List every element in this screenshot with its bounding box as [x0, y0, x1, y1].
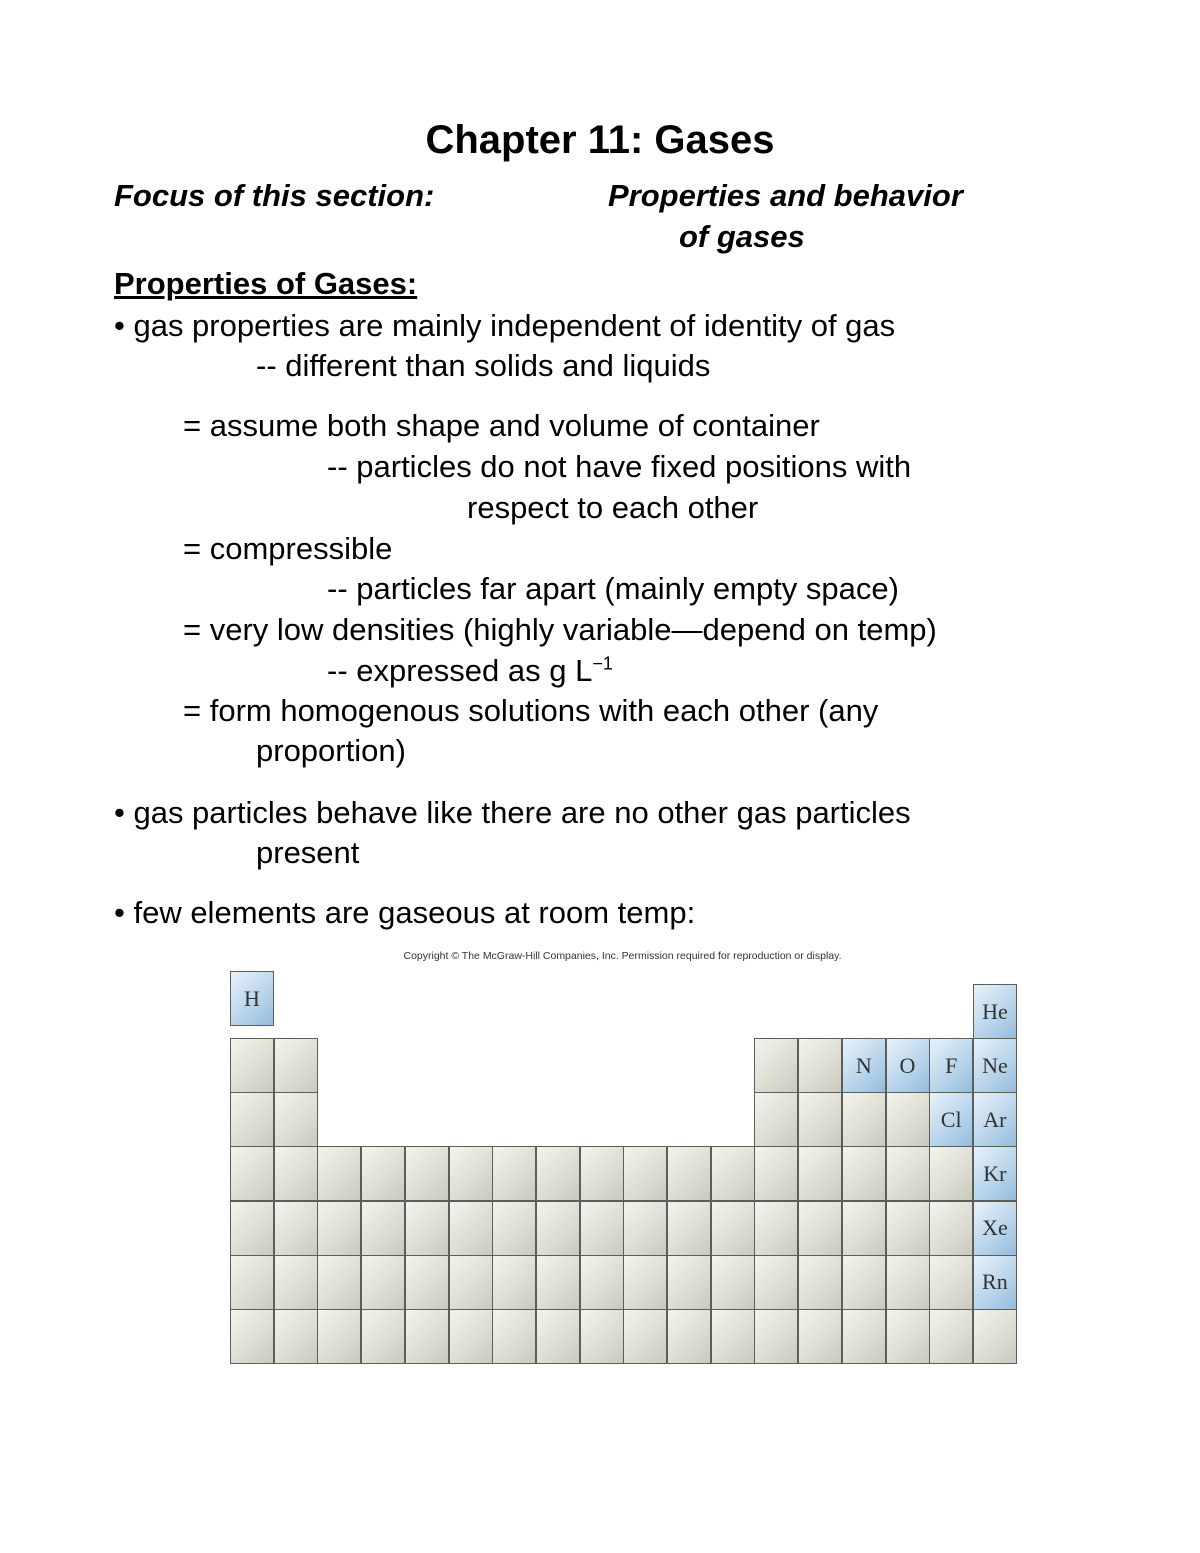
element-cell	[230, 1201, 274, 1256]
element-cell	[449, 1201, 493, 1256]
element-cell	[274, 1255, 318, 1310]
property-3-sub-text: -- expressed as g L	[327, 653, 593, 688]
bullet-1-sub: -- different than solids and liquids	[256, 348, 711, 383]
property-3-sup: −1	[592, 653, 613, 674]
element-cell	[580, 1255, 624, 1310]
element-cell	[230, 1038, 274, 1093]
property-1-sub1: -- particles do not have fixed positions with	[327, 449, 912, 484]
element-cell	[886, 1201, 930, 1256]
section-heading: Properties of Gases:	[114, 266, 418, 301]
element-cell	[623, 1201, 667, 1256]
element-cell	[798, 1255, 842, 1310]
element-cell	[842, 1255, 886, 1310]
element-he: He	[973, 984, 1017, 1039]
element-cell	[536, 1309, 580, 1364]
element-cell	[492, 1309, 536, 1364]
element-cell	[274, 1201, 318, 1256]
element-cell	[405, 1201, 449, 1256]
element-cell	[667, 1201, 711, 1256]
element-cell	[754, 1146, 798, 1201]
element-cell	[754, 1201, 798, 1256]
focus-value-line1: Properties and behavior	[608, 178, 963, 213]
element-cell	[973, 1309, 1017, 1364]
property-4-cont: proportion)	[256, 733, 406, 768]
property-1: = assume both shape and volume of container	[183, 408, 820, 443]
element-cell	[711, 1146, 755, 1201]
element-cell	[405, 1255, 449, 1310]
element-cell	[492, 1146, 536, 1201]
element-cell	[842, 1201, 886, 1256]
element-cell	[929, 1309, 973, 1364]
property-2: = compressible	[183, 531, 393, 566]
element-cell	[580, 1146, 624, 1201]
element-cell	[230, 1255, 274, 1310]
bullet-1: • gas properties are mainly independent of identity of gas	[114, 308, 896, 343]
element-cell	[842, 1309, 886, 1364]
element-cell	[667, 1255, 711, 1310]
element-cell	[230, 1092, 274, 1147]
element-cell	[492, 1255, 536, 1310]
element-xe: Xe	[973, 1201, 1017, 1256]
element-cell	[929, 1201, 973, 1256]
element-cell	[317, 1255, 361, 1310]
element-cell	[798, 1038, 842, 1093]
element-cell	[886, 1146, 930, 1201]
element-cell	[230, 1309, 274, 1364]
element-cell	[798, 1092, 842, 1147]
element-cell	[361, 1146, 405, 1201]
element-cell	[361, 1201, 405, 1256]
element-cell	[361, 1255, 405, 1310]
element-cell	[449, 1309, 493, 1364]
property-4: = form homogenous solutions with each other (any	[183, 693, 879, 728]
element-cell	[886, 1255, 930, 1310]
property-1-sub2: respect to each other	[467, 490, 759, 525]
element-ne: Ne	[973, 1038, 1017, 1093]
element-cell	[361, 1309, 405, 1364]
element-ar: Ar	[973, 1092, 1017, 1147]
element-cell	[711, 1309, 755, 1364]
element-cell	[886, 1309, 930, 1364]
element-cell	[754, 1255, 798, 1310]
property-2-sub: -- particles far apart (mainly empty space)	[327, 571, 899, 606]
figure-copyright: Copyright © The McGraw-Hill Companies, Inc. Permission required for reproduction or display.	[403, 950, 842, 962]
element-cell	[274, 1146, 318, 1201]
element-cell	[754, 1092, 798, 1147]
element-cell	[492, 1201, 536, 1256]
element-f: F	[929, 1038, 973, 1093]
element-cell	[536, 1146, 580, 1201]
element-cell	[667, 1309, 711, 1364]
element-cell	[798, 1201, 842, 1256]
bullet-3: • few elements are gaseous at room temp:	[114, 895, 696, 930]
element-cell	[754, 1038, 798, 1093]
element-rn: Rn	[973, 1255, 1017, 1310]
element-cell	[929, 1255, 973, 1310]
element-cell	[798, 1309, 842, 1364]
bullet-2-cont: present	[256, 835, 360, 870]
element-cell	[317, 1146, 361, 1201]
element-cell	[536, 1255, 580, 1310]
element-cell	[711, 1255, 755, 1310]
element-cell	[623, 1146, 667, 1201]
property-3: = very low densities (highly variable—depend on temp)	[183, 612, 937, 647]
element-cell	[274, 1092, 318, 1147]
focus-label: Focus of this section:	[114, 178, 435, 213]
element-cell	[798, 1146, 842, 1201]
element-cell	[711, 1201, 755, 1256]
element-cell	[230, 1146, 274, 1201]
focus-value-line2: of gases	[679, 219, 805, 254]
element-cell	[449, 1146, 493, 1201]
element-kr: Kr	[973, 1146, 1017, 1201]
element-cell	[754, 1309, 798, 1364]
element-cell	[405, 1309, 449, 1364]
element-cl: Cl	[929, 1092, 973, 1147]
element-n: N	[842, 1038, 886, 1093]
element-cell	[842, 1146, 886, 1201]
element-cell	[929, 1146, 973, 1201]
element-cell	[449, 1255, 493, 1310]
page-title: Chapter 11: Gases	[425, 118, 775, 162]
element-cell	[623, 1309, 667, 1364]
element-cell	[580, 1201, 624, 1256]
element-cell	[274, 1309, 318, 1364]
element-cell	[536, 1201, 580, 1256]
element-cell	[317, 1201, 361, 1256]
element-cell	[274, 1038, 318, 1093]
element-cell	[886, 1092, 930, 1147]
element-cell	[580, 1309, 624, 1364]
element-cell	[842, 1092, 886, 1147]
element-h: H	[230, 971, 274, 1026]
element-cell	[317, 1309, 361, 1364]
element-cell	[405, 1146, 449, 1201]
element-cell	[667, 1146, 711, 1201]
element-cell	[623, 1255, 667, 1310]
bullet-2: • gas particles behave like there are no other gas particles	[114, 795, 911, 830]
element-o: O	[886, 1038, 930, 1093]
